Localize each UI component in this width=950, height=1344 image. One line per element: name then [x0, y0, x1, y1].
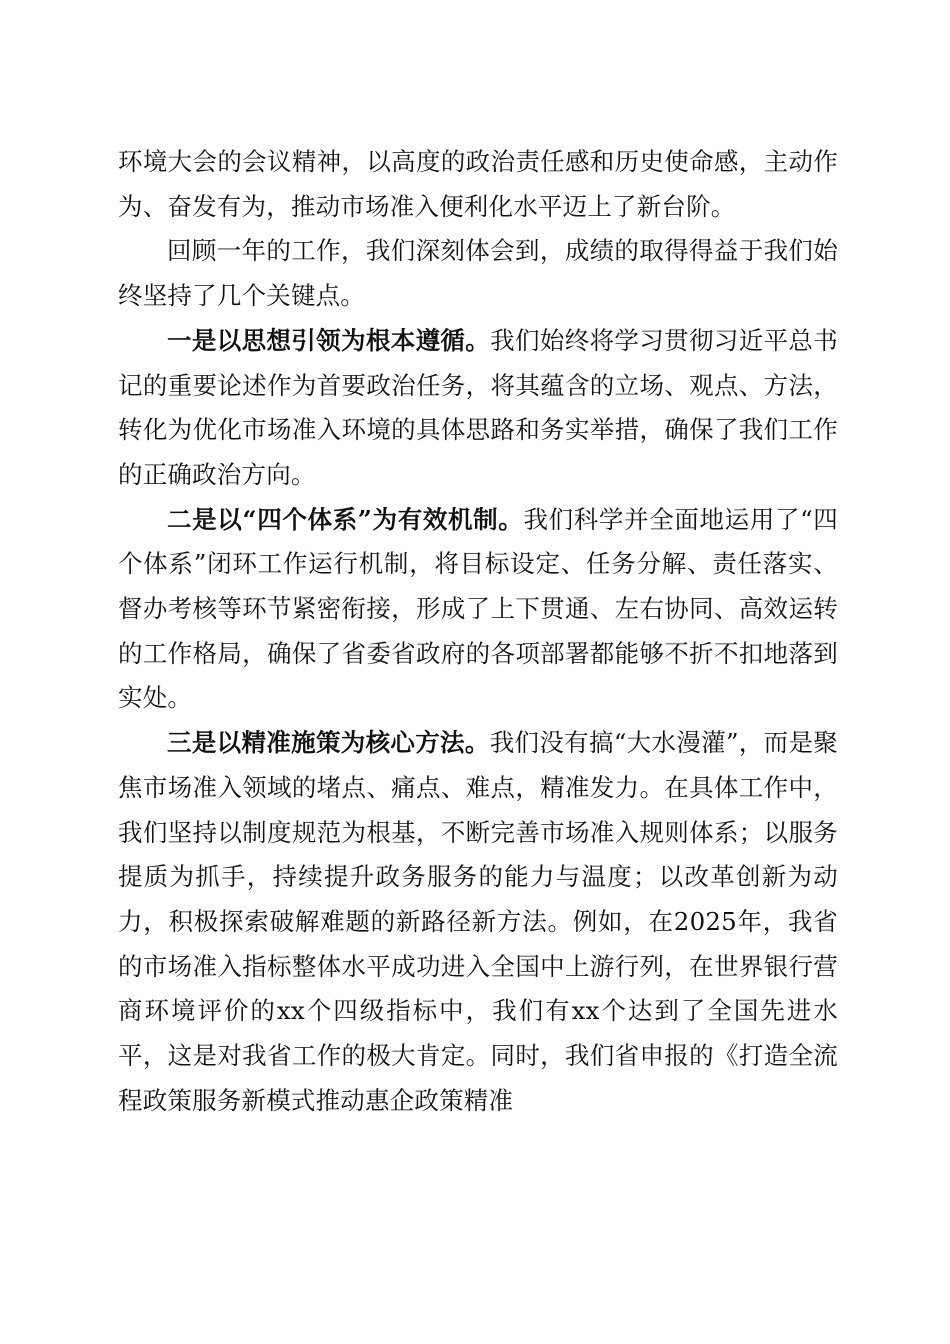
paragraph-5 — [118, 721, 838, 1123]
paragraph-5-text: 我们没有搞“大水漫灌”，而是聚焦市场准入领域的堵点、痛点、难点，精准发力。在具体工作中，我们坚持以制度规范为根基，不断完善市场准入规则体系；以服务提质为抓手，持续提升政务服务的能力与温度；以改革创新为动力，积极探索破解难题的新路径新方法。例如，在2025年，我省的市场准入指标整体水平成功进入全国中上游行列，在世界银行营商环境评价的xx个四级指标中，我们有xx个达到了全国先进水平，这是对我省工作的极大肯定。同时，我们省申报的《打造全流程政策服务新模式推动惠企政策精准 — [118, 728, 838, 1115]
paragraph-4-heading: 二是以“四个体系”为有效机制。 — [167, 504, 524, 534]
paragraph-2 — [118, 229, 838, 318]
paragraph-4 — [118, 498, 838, 722]
paragraph-2-text: 回顾一年的工作，我们深刻体会到，成绩的取得得益于我们始终坚持了几个关键点。 — [118, 236, 838, 311]
paragraph-3-text: 我们始终将学习贯彻习近平总书记的重要论述作为首要政治任务，将其蕴含的立场、观点、方法，转化为优化市场准入环境的具体思路和务实举措，确保了我们工作的正确政治方向。 — [118, 325, 838, 489]
document-body — [118, 140, 838, 1123]
paragraph-3 — [118, 319, 838, 498]
paragraph-3-heading: 一是以思想引领为根本遵循。 — [167, 325, 491, 355]
paragraph-1-text: 环境大会的会议精神，以高度的政治责任感和历史使命感，主动作为、奋发有为，推动市场准入便利化水平迈上了新台阶。 — [118, 147, 838, 221]
paragraph-1 — [118, 140, 838, 229]
paragraph-5-heading: 三是以精准施策为核心方法。 — [167, 728, 490, 758]
paragraph-4-text: 我们科学并全面地运用了“四个体系”闭环工作运行机制，将目标设定、任务分解、责任落实、督办考核等环节紧密衔接，形成了上下贯通、左右协同、高效运转的工作格局，确保了省委省政府的各项部署都能够不折不扣地落到实处。 — [118, 504, 839, 713]
